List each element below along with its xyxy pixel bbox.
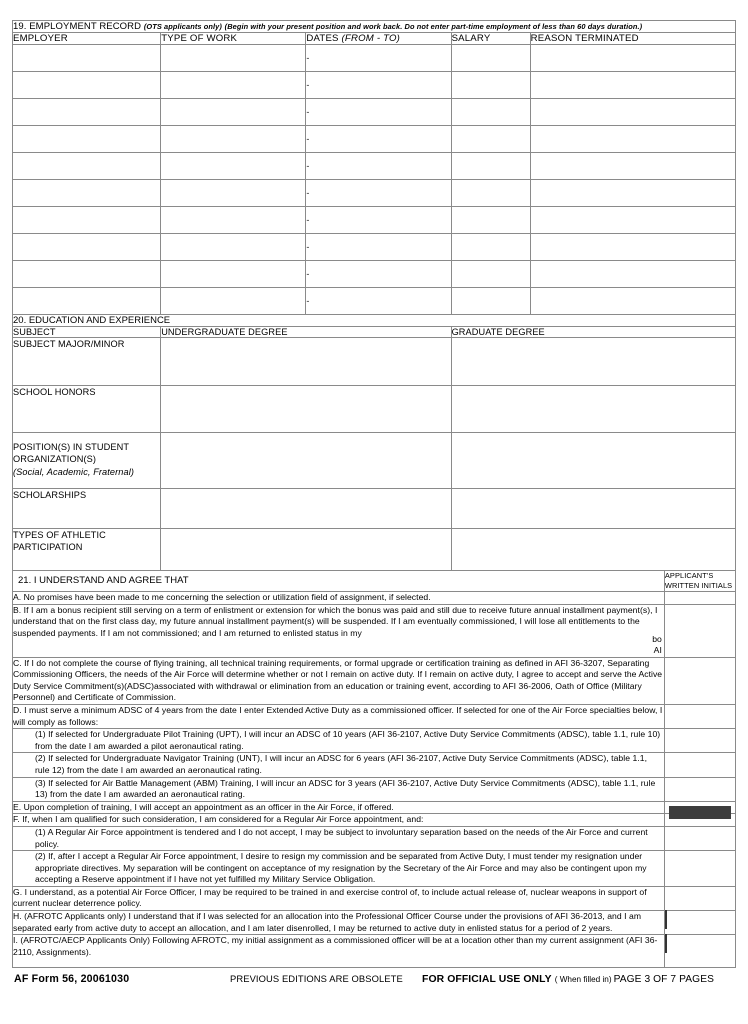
employer-cell[interactable] [13, 153, 161, 180]
table-row[interactable] [13, 338, 736, 386]
dates-cell[interactable]: - [306, 153, 451, 180]
graduate-cell[interactable] [451, 338, 735, 386]
row-label-subject-major-minor [13, 338, 161, 386]
col-header-dates-text: DATES [306, 33, 342, 44]
dates-cell[interactable]: - [306, 180, 451, 207]
initials-header-line1: APPLICANT'S [664, 571, 714, 580]
clause-text-f: F. If, when I am qualified for such consideration, I am considered for a Regular Air Force appointment, and: [13, 814, 665, 827]
row-label-text: TYPES OF ATHLETIC PARTICIPATION [13, 530, 106, 553]
section19-note-2: (Begin with your present position and work back. Do not enter part-time employment of less than 60 days duration.) [224, 22, 643, 31]
table-row[interactable] [13, 153, 736, 180]
row-label-text: SUBJECT MAJOR/MINOR [13, 339, 125, 349]
reason-cell[interactable] [530, 72, 735, 99]
dates-cell[interactable]: - [306, 207, 451, 234]
reason-cell[interactable] [530, 126, 735, 153]
initials-cell-f1[interactable] [664, 826, 735, 850]
salary-cell[interactable] [451, 45, 530, 72]
undergrad-cell[interactable] [161, 338, 451, 386]
clause-row-d3 [13, 777, 736, 801]
undergrad-cell[interactable] [161, 386, 451, 433]
education-header-row [13, 327, 736, 338]
initials-cell-h[interactable] [664, 911, 735, 935]
employer-cell[interactable] [13, 99, 161, 126]
initials-cell-d[interactable] [664, 704, 735, 728]
initials-cell-b[interactable] [664, 604, 735, 657]
col-header-graduate-degree: GRADUATE DEGREE [451, 327, 735, 338]
reason-cell[interactable] [530, 180, 735, 207]
salary-cell[interactable] [451, 72, 530, 99]
type-of-work-cell[interactable] [161, 180, 306, 207]
type-of-work-cell[interactable] [161, 99, 306, 126]
salary-cell[interactable] [451, 126, 530, 153]
clause-row-d1 [13, 729, 736, 753]
col-header-undergraduate-degree: UNDERGRADUATE DEGREE [161, 327, 451, 338]
clipped-fragment-2: AI [653, 645, 662, 655]
employment-record-table [12, 20, 736, 315]
clause-text-g: G. I understand, as a potential Air Force Officer, I may be required to be trained in and exercise control of, to include actual release of, nuclear weapons in support of current nuclear deterrence policy. [13, 886, 665, 910]
col-header-subject: SUBJECT [13, 327, 161, 338]
clause-text-f1: (1) A Regular Air Force appointment is tendered and I do not accept, I may be subject to involuntary separation based on the needs of the Air Force and current policy. [13, 826, 665, 850]
education-experience-table [12, 314, 736, 571]
clause-row-f [13, 814, 736, 827]
section19-note-1: (OTS applicants only) [143, 22, 222, 31]
dates-cell[interactable]: - [306, 126, 451, 153]
col-header-dates [306, 33, 451, 45]
initials-cell-i[interactable] [664, 935, 735, 968]
row-label-athletic-participation [13, 529, 161, 571]
section19-title-text: 19. EMPLOYMENT RECORD [13, 21, 142, 32]
initials-cell-d1[interactable] [664, 729, 735, 753]
undergrad-cell[interactable] [161, 529, 451, 571]
section19-title-row [13, 21, 736, 33]
reason-cell[interactable] [530, 99, 735, 126]
employer-cell[interactable] [13, 261, 161, 288]
employment-header-row [13, 33, 736, 45]
dates-cell[interactable]: - [306, 288, 451, 315]
salary-cell[interactable] [451, 180, 530, 207]
initials-cell-g[interactable] [664, 886, 735, 910]
row-label-text: POSITION(S) IN STUDENT ORGANIZATION(S) [13, 442, 129, 465]
initials-cell-d3[interactable] [664, 777, 735, 801]
table-row[interactable] [13, 529, 736, 571]
table-row[interactable] [13, 45, 736, 72]
initials-header-line2: WRITTEN INITIALS [664, 581, 733, 590]
col-header-dates-range: (FROM - TO) [341, 33, 401, 44]
reason-cell[interactable] [530, 234, 735, 261]
table-row[interactable] [13, 288, 736, 315]
initials-cell-c[interactable] [664, 657, 735, 704]
agreement-table [12, 570, 736, 968]
undergrad-cell[interactable] [161, 433, 451, 489]
reason-cell[interactable] [530, 153, 735, 180]
initials-cell-d2[interactable] [664, 753, 735, 777]
reason-cell[interactable] [530, 45, 735, 72]
graduate-cell[interactable] [451, 386, 735, 433]
row-label-text: SCHOOL HONORS [13, 387, 96, 397]
clause-text-h: H. (AFROTC Applicants only) I understand that if I was selected for an allocation into the Professional Officer Course under the provisions of AFI 36-2013, and I am separated early from active duty to accept an allocation, and I am later disenrolled, I may be returned to active duty in enlisted status for a period of 2 years. [13, 911, 665, 935]
salary-cell[interactable] [451, 288, 530, 315]
table-row[interactable] [13, 234, 736, 261]
initials-column-header [664, 571, 735, 592]
type-of-work-cell[interactable] [161, 207, 306, 234]
salary-cell[interactable] [451, 99, 530, 126]
when-filled-in-note: ( When filled in) [554, 975, 612, 985]
table-row[interactable] [13, 261, 736, 288]
graduate-cell[interactable] [451, 529, 735, 571]
dates-cell[interactable]: - [306, 234, 451, 261]
table-row[interactable] [13, 433, 736, 489]
clause-row-e [13, 801, 736, 814]
initials-cell-f[interactable] [664, 814, 735, 827]
col-header-type-of-work: TYPE OF WORK [161, 33, 306, 45]
employer-cell[interactable] [13, 180, 161, 207]
employer-cell[interactable] [13, 45, 161, 72]
type-of-work-cell[interactable] [161, 126, 306, 153]
section21-title-row [13, 571, 736, 592]
row-label-note: (Social, Academic, Fraternal) [13, 466, 135, 477]
type-of-work-cell[interactable] [161, 261, 306, 288]
row-label-text: SCHOLARSHIPS [13, 490, 87, 500]
row-label-position-student-org [13, 433, 161, 489]
graduate-cell[interactable] [451, 489, 735, 529]
clause-text-a: A. No promises have been made to me concerning the selection or utilization field of assignment, if selected. [13, 592, 665, 605]
employer-cell[interactable] [13, 207, 161, 234]
clause-text-c: C. If I do not complete the course of flying training, all technical training requirements, or formal upgrade or certification training as defined in AFI 36-3207, Separating Commissioning Officers, the needs of the Air Force will determine whether or not I remain on active duty. If I remain on active duty, I agree to accept and serve the Active Duty Service Commitment(s)(ADSC)associated with withdrawal or elimination from an education or training event, according to AFI 36-2006, Oath of Office (Military Personnel) and Certificate of Commission. [13, 657, 665, 704]
col-header-employer: EMPLOYER [13, 33, 161, 45]
clause-row-c [13, 657, 736, 704]
clause-row-f1 [13, 826, 736, 850]
initials-cell-a[interactable] [664, 592, 735, 605]
clause-text-i: I. (AFROTC/AECP Applicants Only) Following AFROTC, my initial assignment as a commissioned officer will be at a location other than my current assignment (AFI 36-2110, Assignments). [13, 935, 665, 968]
clause-row-i [13, 935, 736, 968]
initials-cell-e[interactable] [664, 801, 735, 814]
initials-cell-f2[interactable] [664, 851, 735, 887]
row-label-scholarships [13, 489, 161, 529]
table-row[interactable] [13, 99, 736, 126]
clause-row-d2 [13, 753, 736, 777]
clause-text-d2: (2) If selected for Undergraduate Navigator Training (UNT), I will incur an ADSC for 6 years (AFI 36-2107, Active Duty Service Commitments (ADSC), table 1.1, rule 12) from the date I am awarded an aeronautical rating. [13, 753, 665, 777]
initials-input-box-i[interactable] [665, 934, 667, 953]
reason-cell[interactable] [530, 261, 735, 288]
table-row[interactable] [13, 489, 736, 529]
initials-input-box-h[interactable] [665, 910, 667, 929]
clause-text-d3: (3) If selected for Air Battle Management (ABM) Training, I will incur an ADSC for 3 years (AFI 36-2107, Active Duty Service Commitments (ADSC), table 1.1, rule 13) from the date I am awarded an aeronautical rating. [13, 777, 665, 801]
salary-cell[interactable] [451, 261, 530, 288]
salary-cell[interactable] [451, 234, 530, 261]
reason-cell[interactable] [530, 288, 735, 315]
table-row[interactable] [13, 126, 736, 153]
clause-text-d: D. I must serve a minimum ADSC of 4 years from the date I enter Extended Active Duty as a commissioned officer. If selected for one of the Air Force specialties below, I will comply as follows: [13, 704, 665, 728]
clause-row-f2 [13, 851, 736, 887]
employer-cell[interactable] [13, 72, 161, 99]
fouo-marking: FOR OFFICIAL USE ONLY [422, 974, 552, 986]
dates-cell[interactable]: - [306, 45, 451, 72]
page-number: PAGE 3 OF 7 PAGES [613, 974, 714, 986]
clipped-fragment-1: bo [652, 634, 662, 644]
type-of-work-cell[interactable] [161, 72, 306, 99]
salary-cell[interactable] [451, 207, 530, 234]
undergrad-cell[interactable] [161, 489, 451, 529]
table-row[interactable] [13, 386, 736, 433]
type-of-work-cell[interactable] [161, 234, 306, 261]
clause-row-a [13, 592, 736, 605]
clause-b-body: B. If I am a bonus recipient still serving on a term of enlistment or extension for which the bonus was paid and still due to receive future annual installment payment(s), I understand that on the first class day, my future annual installment payment(s) will be suspended. If I am eventually commissioned, I will lose all entitlements to the suspended payments. If I am not commissioned; and I am returned to enlisted status in my [13, 604, 658, 638]
reason-cell[interactable] [530, 207, 735, 234]
type-of-work-cell[interactable] [161, 288, 306, 315]
clause-row-h [13, 911, 736, 935]
clause-row-g [13, 886, 736, 910]
clause-text-b [13, 604, 665, 657]
table-row[interactable] [13, 72, 736, 99]
graduate-cell[interactable] [451, 433, 735, 489]
section21-title: 21. I UNDERSTAND AND AGREE THAT [13, 571, 665, 592]
col-header-reason-terminated: REASON TERMINATED [530, 33, 735, 45]
row-label-school-honors [13, 386, 161, 433]
section20-title: 20. EDUCATION AND EXPERIENCE [13, 315, 736, 327]
clause-row-b [13, 604, 736, 657]
table-row[interactable] [13, 180, 736, 207]
clause-text-e: E. Upon completion of training, I will accept an appointment as an officer in the Air Force, if offered. [13, 801, 665, 814]
section20-title-row [13, 315, 736, 327]
dates-cell[interactable]: - [306, 72, 451, 99]
section19-title [13, 21, 736, 33]
employer-cell[interactable] [13, 126, 161, 153]
employer-cell[interactable] [13, 288, 161, 315]
table-row[interactable] [13, 207, 736, 234]
previous-editions-notice: PREVIOUS EDITIONS ARE OBSOLETE [230, 973, 403, 985]
dates-cell[interactable]: - [306, 261, 451, 288]
page-footer [12, 973, 736, 985]
salary-cell[interactable] [451, 153, 530, 180]
employer-cell[interactable] [13, 234, 161, 261]
clause-text-f2: (2) If, after I accept a Regular Air Force appointment, I desire to resign my commission and be separated from Active Duty, I must tender my resignation under appropriate directives. My separation will be contingent on acceptance of my resignation by the Secretary of the Air Force and may also be contingent upon my accepting a Reserve appointment if I have not yet fulfilled my Military Service Obligation. [13, 851, 665, 887]
clause-text-d1: (1) If selected for Undergraduate Pilot Training (UPT), I will incur an ADSC of 10 years (AFI 36-2107, Active Duty Service Commitments (ADSC), table 1.1, rule 10) from the date I am awarded a pilot aeronautical rating. [13, 729, 665, 753]
clause-row-d [13, 704, 736, 728]
form-identifier: AF Form 56, 20061030 [14, 973, 130, 986]
col-header-salary: SALARY [451, 33, 530, 45]
dates-cell[interactable]: - [306, 99, 451, 126]
type-of-work-cell[interactable] [161, 45, 306, 72]
type-of-work-cell[interactable] [161, 153, 306, 180]
